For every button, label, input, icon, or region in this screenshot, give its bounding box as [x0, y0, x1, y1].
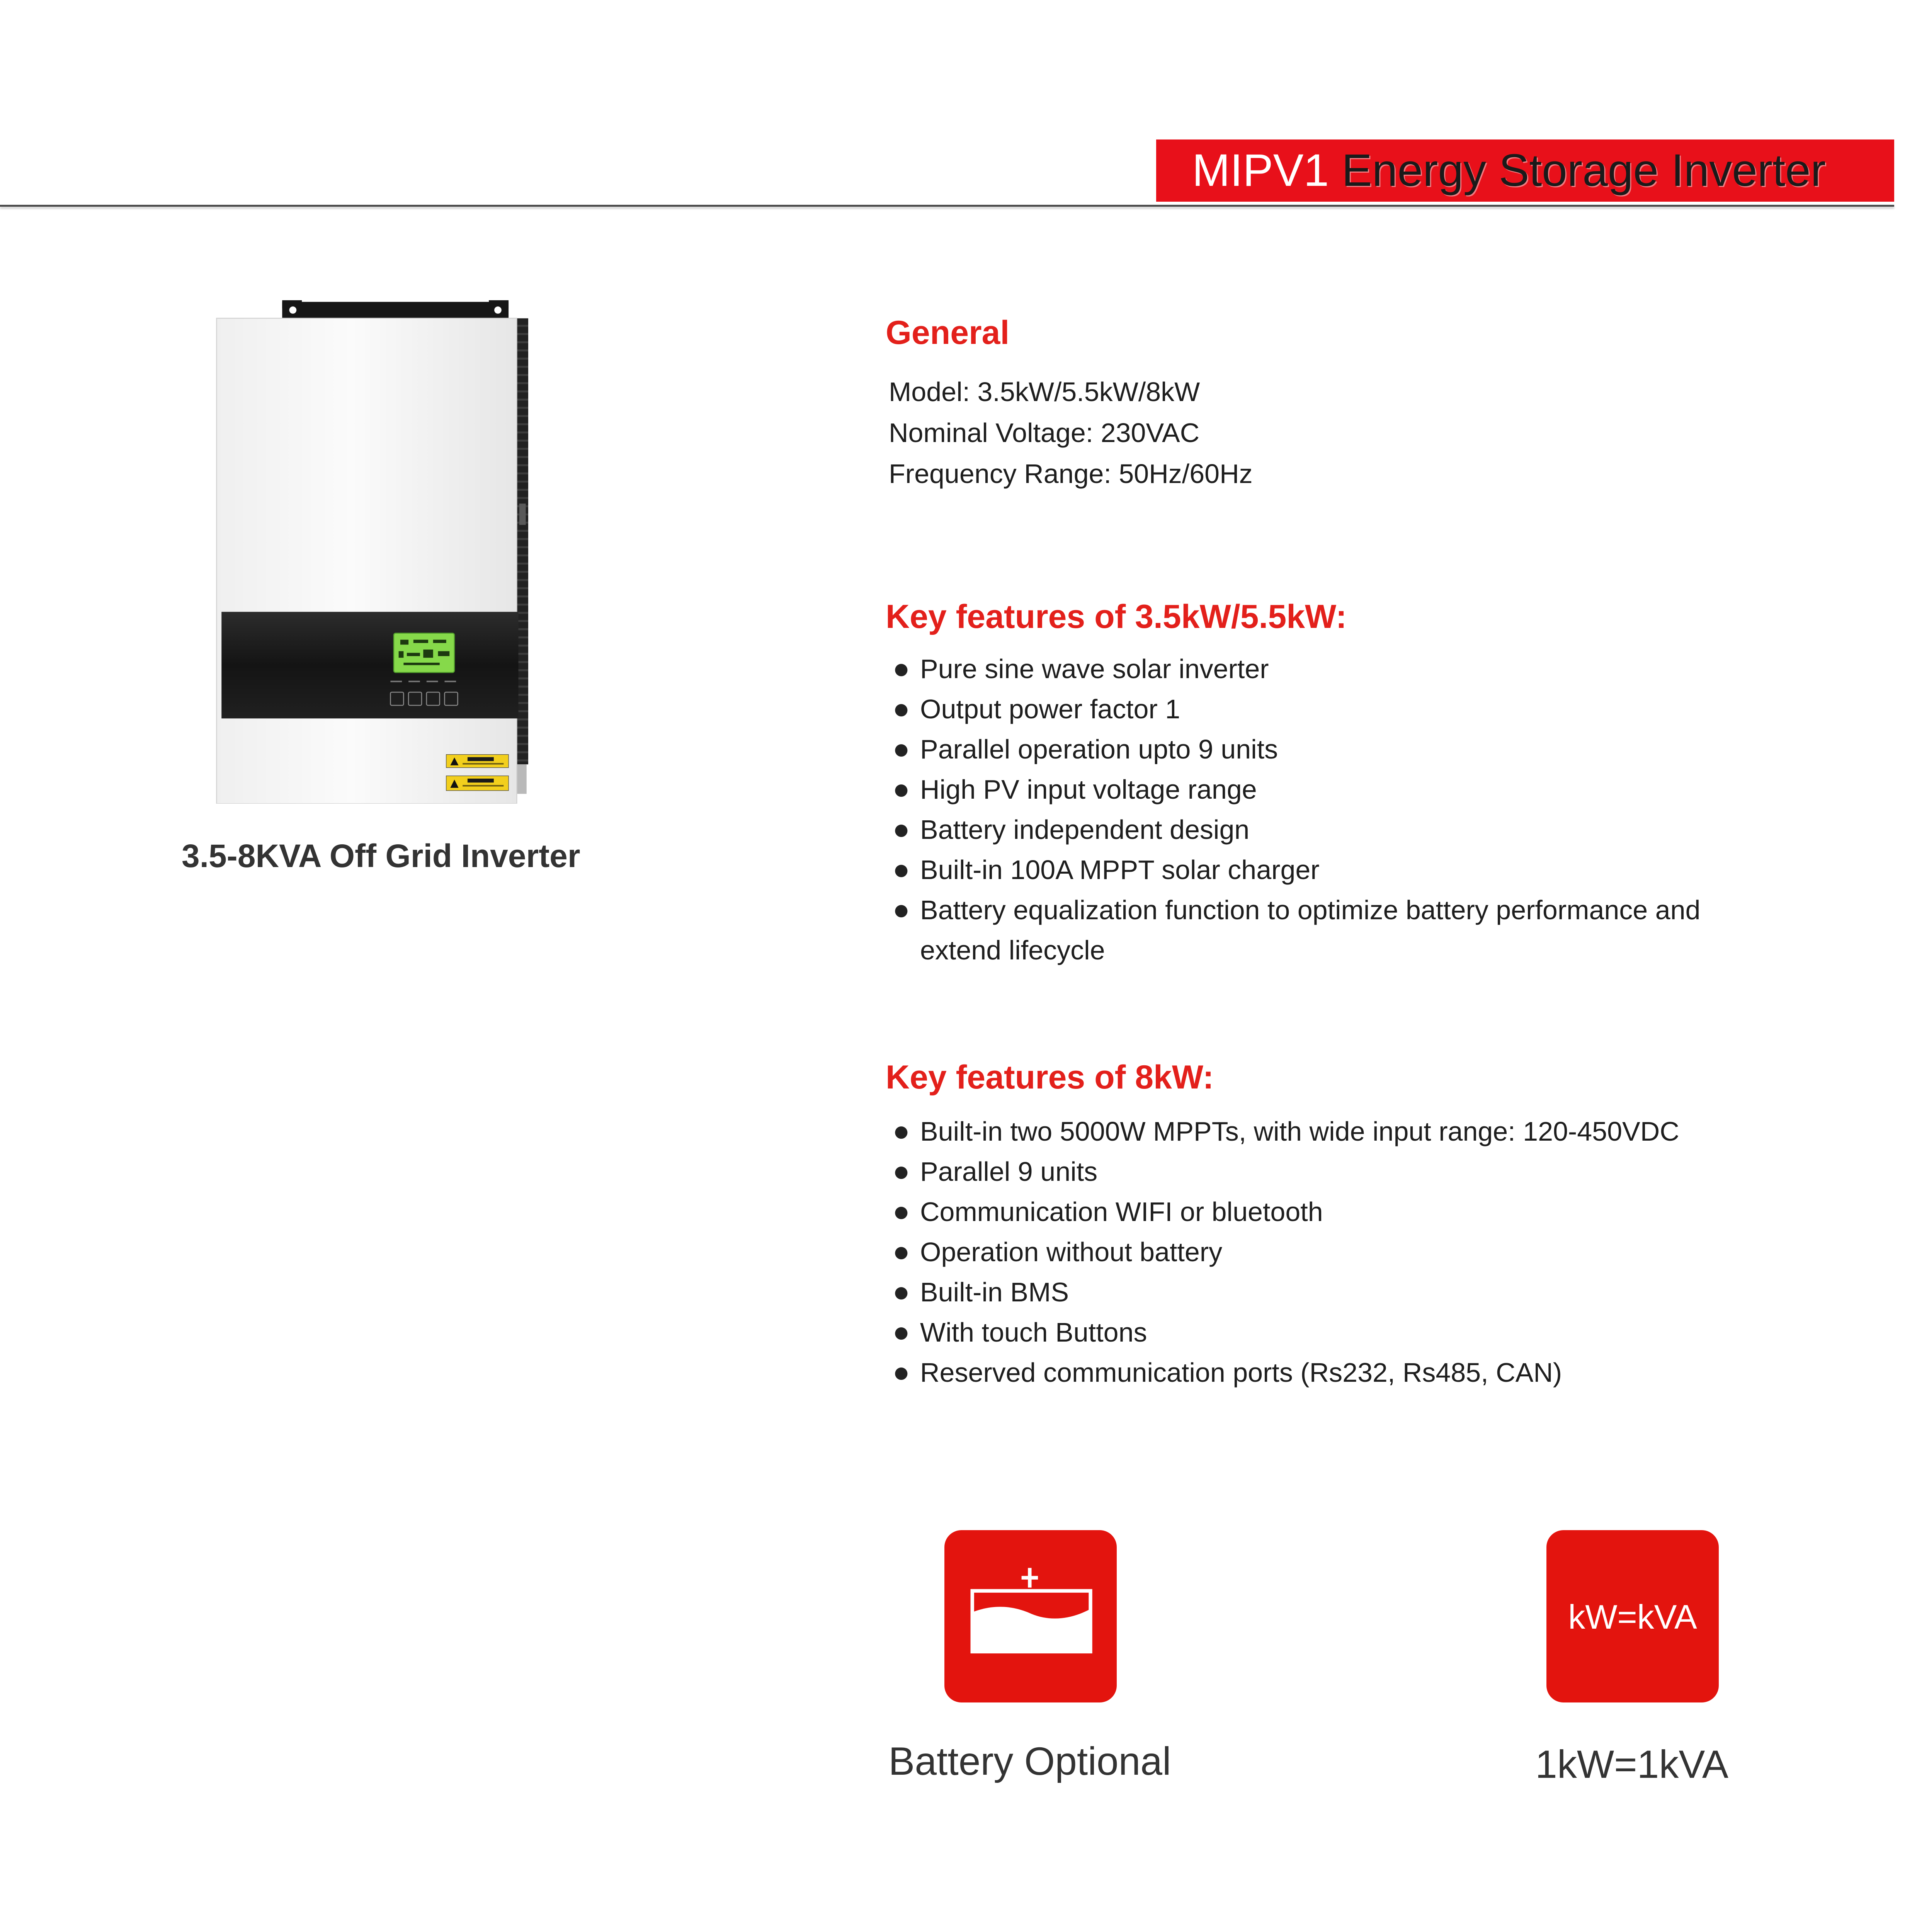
bullet: ●	[894, 1363, 908, 1382]
list-item	[889, 1111, 1679, 1151]
battery-optional-badge	[944, 1530, 1117, 1702]
list-item-text: Built-in BMS	[920, 1277, 1069, 1307]
spec-frequency-range: Frequency Range: 50Hz/60Hz	[889, 459, 1253, 489]
list-item-text: Parallel 9 units	[920, 1156, 1098, 1187]
list-item	[889, 1232, 1679, 1272]
panel-button	[408, 692, 422, 705]
list-item-text: Parallel operation upto 9 units	[920, 734, 1278, 764]
header-divider	[0, 205, 1894, 207]
caution-label	[446, 776, 509, 791]
panel-button	[390, 692, 403, 705]
battery-icon	[944, 1530, 1117, 1702]
device-body	[216, 318, 517, 804]
general-specs	[889, 371, 1253, 494]
control-panel-band	[221, 612, 518, 718]
kw-kva-badge	[1546, 1530, 1719, 1702]
features-8kw-list	[889, 1111, 1679, 1393]
bullet: ●	[894, 1162, 908, 1181]
features-small-list	[889, 649, 1700, 970]
list-item	[889, 1192, 1679, 1232]
lcd-screen	[394, 633, 454, 673]
bullet: ●	[894, 1323, 908, 1342]
list-item-text: Communication WIFI or bluetooth	[920, 1197, 1323, 1227]
list-item-text: Reserved communication ports (Rs232, Rs485, CAN)	[920, 1357, 1562, 1388]
product-caption: 3.5-8KVA Off Grid Inverter	[182, 838, 580, 874]
kw-kva-label: 1kW=1kVA	[1535, 1742, 1728, 1786]
list-item-text: Pure sine wave solar inverter	[920, 654, 1269, 684]
list-item-text: Output power factor 1	[920, 694, 1180, 724]
inverter-icon	[213, 300, 528, 804]
spec-nominal-voltage: Nominal Voltage: 230VAC	[889, 418, 1200, 448]
list-item-text: High PV input voltage range	[920, 774, 1257, 804]
bullet: ●	[894, 1242, 908, 1261]
list-item-text: Built-in two 5000W MPPTs, with wide input range: 120-450VDC	[920, 1116, 1679, 1146]
list-item-text: Battery independent design	[920, 815, 1250, 845]
battery-optional-label: Battery Optional	[888, 1739, 1171, 1783]
list-item	[889, 1352, 1679, 1393]
bullet: ●	[894, 740, 908, 759]
spec-model: Model: 3.5kW/5.5kW/8kW	[889, 377, 1200, 407]
list-item	[889, 769, 1700, 810]
bullet: ●	[894, 1282, 908, 1301]
bullet: ●	[894, 860, 908, 879]
list-item	[889, 1272, 1679, 1312]
general-heading: General	[886, 314, 1010, 351]
list-item	[889, 649, 1700, 689]
features-8kw-heading: Key features of 8kW:	[886, 1059, 1214, 1096]
panel-button	[427, 692, 440, 705]
list-item	[889, 1151, 1679, 1192]
list-item-text: Operation without battery	[920, 1237, 1223, 1267]
bullet: ●	[894, 699, 908, 718]
list-item	[889, 810, 1700, 850]
list-item	[889, 850, 1700, 890]
bullet: ●	[894, 820, 908, 839]
list-item-text: Battery equalization function to optimize battery performance and extend lifecycle	[920, 895, 1701, 965]
list-item	[889, 729, 1700, 769]
list-item-text: With touch Buttons	[920, 1317, 1147, 1347]
bullet: ●	[894, 780, 908, 799]
model-name: MIPV1	[1192, 145, 1329, 196]
list-item-text: Built-in 100A MPPT solar charger	[920, 855, 1320, 885]
bullet: ●	[894, 659, 908, 678]
list-item	[889, 890, 1700, 970]
list-item	[889, 689, 1700, 729]
list-item	[889, 1312, 1679, 1352]
page-title: Energy Storage Inverter	[1342, 145, 1826, 196]
features-small-heading: Key features of 3.5kW/5.5kW:	[886, 598, 1347, 635]
caution-label	[446, 755, 509, 768]
bullet: ●	[894, 1202, 908, 1221]
bullet: ●	[894, 900, 908, 919]
bullet: ●	[894, 1122, 908, 1141]
title-banner	[1156, 139, 1894, 202]
panel-button	[445, 692, 458, 705]
kw-kva-icon: kW=kVA	[1568, 1598, 1697, 1636]
